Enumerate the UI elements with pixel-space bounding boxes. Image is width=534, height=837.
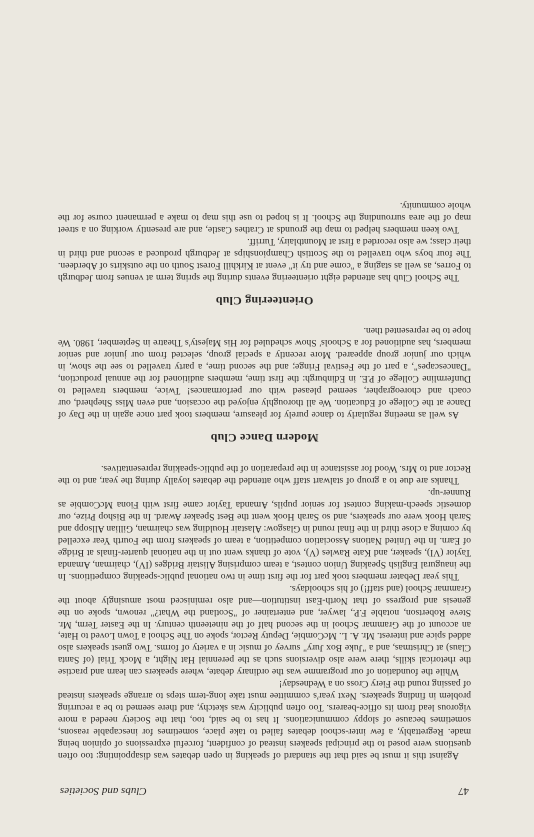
debating-paragraph-1: Against this it must be said that the standard of speaking in open debates was disappointing: too often questions were posed to the principal speakers instead of confident, forceful expressions of opinion being made. Regrettably, a few inter-school debates failed to take place, sometimes for inescapable reasons, sometimes because of sloppy communications. It has to be said, too, that the Society needed a more vigorous lead from its office-bearers. Too often publicity was sketchy, and there seemed to be a recurring problem in finding speakers. Next year's committee must take long-term steps to arrange speakers instead of passing round the Fiery Cross on a Wednesday!	[58, 678, 471, 761]
section-heading-modern-dance: Modern Dance Club	[210, 431, 319, 446]
debating-paragraph-2: While the foundation of our programme was the ordinary debate, where speakers can learn and practise the rhetorical skills, there were also diversions such as the perennial Hat Night, a Mock Trial (of Santa Claus) at Christmas, and a "Juke Box Jury" survey of music in a variety of forms. Two guest speakers also added spice and interest. Mr. A. L. McCombie, Deputy Rector, spoke on The School a Town Loved to Hate, an account of the Grammar School in the second half of the nineteenth century. In the Easter Term, Mr. Steve Robertson, notable F.P., lawyer, and entertainer of "Scotland the What?" renown, spoke on the genesis and progress of that North-East institution—and also reminisced most amusingly about the Grammar School (and staff!) of his schooldays.	[58, 582, 471, 678]
page-content	[58, 199, 471, 797]
page-number: 47	[458, 785, 469, 797]
running-head	[58, 785, 471, 797]
debating-paragraph-3: This year Debater members took part for the first time in two national public-speaking competitions. In the inaugural English Speaking Union contest, a team comprising Alistair Bridges (IV), chairman, Amanda Taylor (VI), speaker, and Kate Rawles (V), vote of thanks went out in the national quarter-finals at Bridge of Earn. In the United Nations Association competition, a team of speakers from the Fourth Year excelled by coming a close third in the final round in Glasgow: Alastair Houlding was chairman, Gillian Allsopp and Sarah Hook were our speakers, and so Sarah Hook went the Best Speaker Award. In the Bishop Prize, our domestic speech-making contest for senior pupils, Amanda Taylor came first with Fiona McCombie as Runner-up.	[58, 487, 471, 582]
modern-dance-paragraph: As well as meeting regularly to dance purely for pleasure, members took part once again in the Day of Dance at the College of Education. We all thoroughly enjoyed the occasion, and even Miss Shepherd, our coach and choreographer, seemed pleased with our performances! Twice, members travelled to Dunfermline College of P.E. in Edinburgh: the first time, members auditioned for the annual production, "Dancescapes", a part of the Festival Fringe; and the second time, a party travelled to see the show, in which our junior group appeared. More recently a special group, selected from our junior and senior members, has auditioned for a Schools' Show scheduled for His Majesty's Theatre in September, 1980. We hope to be represented then.	[58, 325, 471, 421]
orienteering-paragraph-1: The School Club has attended eight orienteering events during the spring term at venues from Jedburgh to Forres, as well as staging a "come and try it" event at Kirkhill Forest South on the outskirts of Aberdeen. The four boys who travelled to the Scottish Championships at Jedburgh produced a second and third in their class; we also recorded a first at Mountblairy, Turriff.	[58, 235, 471, 283]
section-heading-orienteering: Orienteering Club	[215, 293, 314, 308]
running-head-title: Clubs and Societies	[60, 785, 147, 797]
debating-paragraph-4: Thanks are due to a group of stalwart staff who attended the debates loyally during the year, and to the Rector and to Mrs. Wood for assistance in the preparation of the public-speaking representatives.	[58, 463, 471, 487]
orienteering-paragraph-2: Two keen members helped to map the grounds at Crathes Castle, and are presently working on a street map of the area surrounding the School. It is hoped to use this map to make a permanent course for the whole community.	[58, 199, 471, 235]
